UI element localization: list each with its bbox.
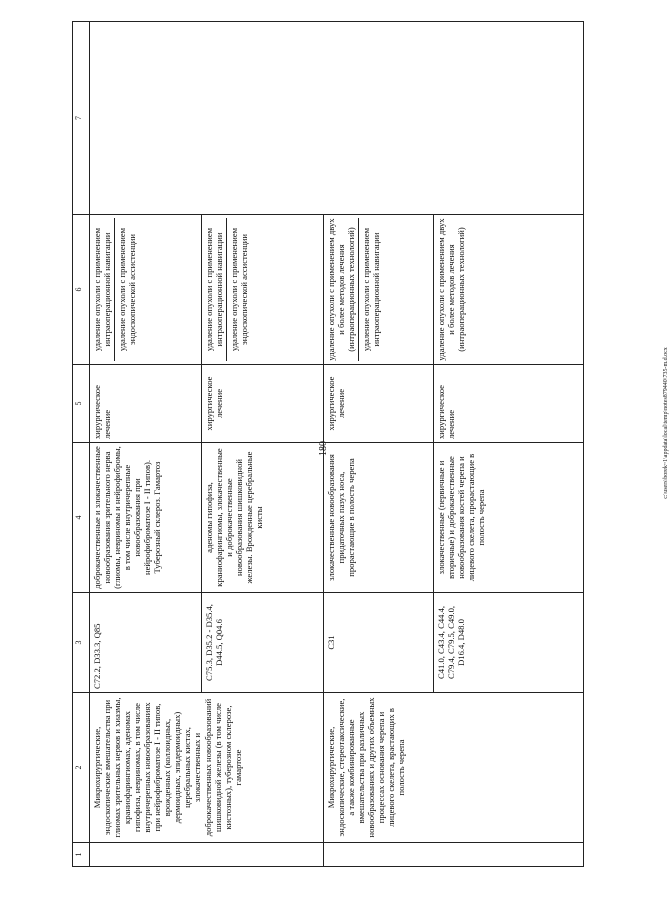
- treatment-type-cell: хирургическое лечение: [202, 365, 324, 443]
- treatment-method-item: удаление опухоли с применением интраоперационной навигации: [92, 218, 115, 361]
- treatment-method-item: удаление опухоли с применением эндоскопической ассистенции: [229, 227, 250, 352]
- column-header: 2: [73, 693, 90, 843]
- rotated-table-container: [72, 22, 584, 867]
- treatment-method-item: удаление опухоли с применением эндоскопической ассистенции: [117, 227, 138, 352]
- treatment-method-cell: [324, 215, 434, 365]
- method-cell: Микрохирургические, эндоскопические, стереотаксические, а также комбинированные вмешательства при различных новообразованиях и других объемных процессах основания черепа и лицевого скелета, врастающих в полость черепа: [324, 693, 584, 843]
- column-header: 5: [73, 365, 90, 443]
- treatment-type-cell: хирургическое лечение: [324, 365, 434, 443]
- column-header: 1: [73, 843, 90, 867]
- icd-code-cell: C31: [324, 593, 434, 693]
- diagnosis-cell: доброкачественные и злокачественные новообразования зрительного нерва (глиомы, невриномы и нейрофибромы, в том числе внутричерепные новообразования при нейрофиброматозе I - II типов). Туберозный склероз. Гамартоз: [90, 443, 202, 593]
- medical-care-table: [72, 21, 584, 867]
- table-cell: [90, 843, 324, 867]
- diagnosis-cell: злокачественные (первичные и вторичные) и доброкачественные новообразования костей черепа и лицевого скелета, прорастающие в полость черепа: [434, 443, 584, 593]
- diagnosis-cell: злокачественные новообразования придаточных пазух носа, прорастающие в полость черепа: [324, 443, 434, 593]
- treatment-type-cell: хирургическое лечение: [434, 365, 584, 443]
- treatment-method-item: удаление опухоли с применением интраоперационной навигации: [361, 227, 382, 352]
- treatment-method-cell: удаление опухоли с применением двух и более методов лечения (интраоперационных технологий): [434, 215, 584, 365]
- column-header: 7: [73, 22, 90, 215]
- column-header: 3: [73, 593, 90, 693]
- table-row: [90, 22, 202, 867]
- rotated-table-frame: [72, 22, 584, 867]
- table-cell: [90, 22, 584, 215]
- header-row: [73, 22, 90, 867]
- treatment-method-item: удаление опухоли с применением интраоперационной навигации: [204, 218, 227, 361]
- table-cell: [324, 843, 584, 867]
- footer-path: c:\users\borek~1\appdata\local\temp\notes879440\735-m.d.ocx: [662, 347, 669, 499]
- treatment-method-cell: [90, 215, 202, 365]
- page-number: 180: [318, 441, 329, 456]
- treatment-method-cell: [202, 215, 324, 365]
- method-cell: Микрохирургические, эндоскопические вмешательства при глиомах зрительных нервов и хиазмы, краниофарингиомах, аденомах гипофиза, невриномах, в том числе внутричерепных новообразованиях при нейрофиброматозе I - II типов, врожденных (коллоидных, дермоидных, эпидермоидных) церебральных кистах, злокачественных и доброкачественных новообразований шишковидной железы (в том числе кистозных), туберозном склерозе, гамартозе: [90, 693, 324, 843]
- column-header: 6: [73, 215, 90, 365]
- treatment-type-cell: хирургическое лечение: [90, 365, 202, 443]
- diagnosis-cell: аденомы гипофиза, краниофарингиомы, злокачественные и доброкачественные новообразования шишковидной железы. Врожденные церебральные кисты: [202, 443, 324, 593]
- column-header: 4: [73, 443, 90, 593]
- icd-code-cell: C72.2, D33.3, Q85: [90, 593, 202, 693]
- icd-code-cell: C75.3, D35.2 - D35.4, D44.5, Q04.6: [202, 593, 324, 693]
- treatment-method-item: удаление опухоли с применением двух и более методов лечения (интраоперационных технологий): [326, 218, 359, 361]
- icd-code-cell: C41.0, C43.4, C44.4, C79.4, C79.5, C49.0, D16.4, D48.0: [434, 593, 584, 693]
